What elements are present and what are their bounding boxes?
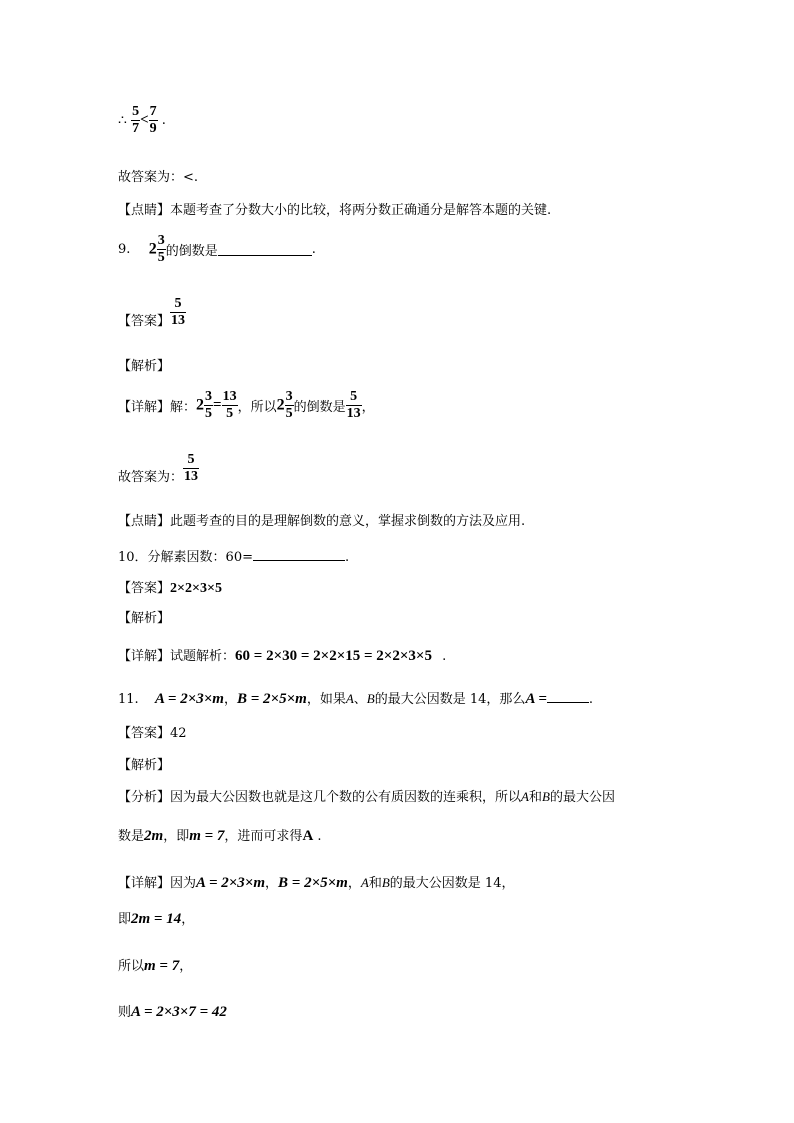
analysis-line-2 <box>118 825 322 845</box>
answer-math: 2×2×3×5 <box>170 581 222 596</box>
answer-label: 【答案】 <box>118 581 171 596</box>
dun-sign: 、 <box>353 692 367 707</box>
answer-blank <box>547 690 589 703</box>
step-line-2 <box>118 955 192 975</box>
var-a: A <box>345 691 354 706</box>
math-a: A <box>302 828 314 844</box>
numerator: 3 <box>285 389 293 404</box>
analysis-line-1 <box>118 786 615 805</box>
step-line-1 <box>118 908 194 928</box>
detail-text-so: ，所以 <box>237 400 277 415</box>
denominator: 9 <box>149 121 157 136</box>
question-end: . <box>344 550 350 565</box>
period: . <box>161 113 166 128</box>
detail-line <box>118 389 375 422</box>
question-11 <box>118 688 593 708</box>
detail-tail: 的最大公因数是 14， <box>389 876 515 891</box>
var-a: A <box>521 789 529 804</box>
dianjing-note: 【点睛】本题考查了分数大小的比较，将两分数正确通分是解答本题的关键. <box>118 203 552 218</box>
reciprocal-fraction <box>346 389 362 422</box>
analysis-text: 【分析】因为最大公因数也就是这几个数的公有质因数的连乘积，所以 <box>118 790 522 805</box>
separator: ， <box>265 876 279 891</box>
a-expression: A = 2×3×m <box>196 875 266 891</box>
a-expression: A = 2×3×m <box>154 691 224 707</box>
step-label: 即 <box>118 912 132 927</box>
detail-he: 和 <box>368 876 382 891</box>
detail-label: 【详解】因为 <box>118 876 197 891</box>
denominator: 5 <box>157 250 165 265</box>
detail-line <box>118 872 514 892</box>
question-text: 10．分解素因数：60= <box>118 550 253 565</box>
detail-label: 【详解】试题解析： <box>118 649 236 664</box>
numerator: 3 <box>157 233 165 248</box>
analysis-text: 数是 <box>118 829 145 844</box>
answer-label: 【答案】 <box>118 314 171 329</box>
answer-label: 【答案】 <box>118 726 171 741</box>
analysis-end: . <box>317 829 322 844</box>
detail-label: 【详解】解： <box>118 400 197 415</box>
question-text: 的倒数是 <box>165 244 218 259</box>
mixed-whole: 2 <box>196 396 205 414</box>
numerator: 7 <box>149 104 157 119</box>
jiexi-label: 【解析】 <box>118 758 171 773</box>
question-end: . <box>588 692 594 707</box>
question-10 <box>118 546 349 565</box>
step-label: 所以 <box>118 959 145 974</box>
fraction-7-9 <box>149 104 158 137</box>
question-9 <box>118 233 316 266</box>
question-number: 9. <box>118 242 131 257</box>
var-a: A <box>360 875 369 890</box>
mixed-fraction <box>157 233 166 266</box>
final-answer-line <box>118 452 199 485</box>
answer-value: 42 <box>170 726 187 741</box>
mixed-whole: 2 <box>276 396 285 414</box>
var-b: B <box>366 691 375 706</box>
detail-math: 60 = 2×30 = 2×2×15 = 2×2×3×5 <box>235 648 432 664</box>
var-b: B <box>381 875 390 890</box>
numerator: 5 <box>170 296 186 313</box>
step-line-3 <box>118 1001 227 1021</box>
answer-line <box>118 722 187 741</box>
jiexi-label: 【解析】 <box>118 359 171 374</box>
numerator: 3 <box>205 389 213 404</box>
step-math: 2m = 14 <box>131 911 182 927</box>
step-label: 则 <box>118 1005 132 1020</box>
denominator: 5 <box>226 406 234 421</box>
answer-line <box>118 296 186 329</box>
question-text: ，如果 <box>306 692 346 707</box>
question-end: . <box>311 242 316 257</box>
question-tail: 的最大公因数是 14，那么 <box>374 692 526 707</box>
analysis-he: 和 <box>528 790 542 805</box>
comma: ， <box>361 400 375 415</box>
denominator: 13 <box>346 406 361 421</box>
detail-end: . <box>442 649 447 664</box>
question-number: 11. <box>118 692 139 707</box>
detail-text-recip: 的倒数是 <box>293 400 346 415</box>
var-b: B <box>541 789 550 804</box>
jiexi-label: 【解析】 <box>118 611 171 626</box>
math-2m: 2m <box>144 828 164 844</box>
final-fraction <box>183 452 199 485</box>
final-label: 故答案为： <box>118 470 184 485</box>
analysis-text: ，即 <box>163 829 190 844</box>
separator: ， <box>347 876 361 891</box>
analysis-text: ，进而可求得 <box>224 829 303 844</box>
answer-blank <box>218 243 312 256</box>
denominator: 13 <box>171 313 186 328</box>
improper-fraction <box>222 389 238 422</box>
denominator: 13 <box>184 469 199 484</box>
inequality-line <box>118 104 166 137</box>
detail-line <box>118 645 446 665</box>
answer-blank <box>253 548 345 561</box>
step-math: A = 2×3×7 = 42 <box>131 1004 227 1020</box>
mixed-fraction <box>204 389 213 422</box>
answer-statement: 故答案为：<. <box>118 170 199 185</box>
equals-sign: = <box>213 397 222 413</box>
denominator: 5 <box>285 406 293 421</box>
less-than-sign: < <box>140 112 149 128</box>
step-end: ， <box>179 959 193 974</box>
dianjing-note: 【点睛】此题考查的目的是理解倒数的意义，掌握求倒数的方法及应用. <box>118 514 526 529</box>
b-expression: B = 2×5×m <box>278 875 348 891</box>
separator: ， <box>223 692 237 707</box>
answer-line <box>118 577 222 597</box>
numerator: 13 <box>222 389 237 404</box>
analysis-text-b: 的最大公因 <box>549 790 615 805</box>
math-m-eq-7: m = 7 <box>189 828 225 844</box>
therefore-symbol: ∴ <box>118 112 127 129</box>
a-equals: A = <box>525 691 547 707</box>
denominator: 5 <box>205 406 213 421</box>
b-expression: B = 2×5×m <box>236 691 307 707</box>
mixed-whole: 2 <box>148 240 157 258</box>
step-end: ， <box>181 912 195 927</box>
numerator: 5 <box>346 389 362 406</box>
numerator: 5 <box>132 104 140 119</box>
fraction-5-7 <box>131 104 140 137</box>
answer-fraction <box>170 296 186 329</box>
step-math: m = 7 <box>144 958 180 974</box>
denominator: 7 <box>132 121 140 136</box>
mixed-fraction <box>285 389 294 422</box>
numerator: 5 <box>183 452 199 469</box>
